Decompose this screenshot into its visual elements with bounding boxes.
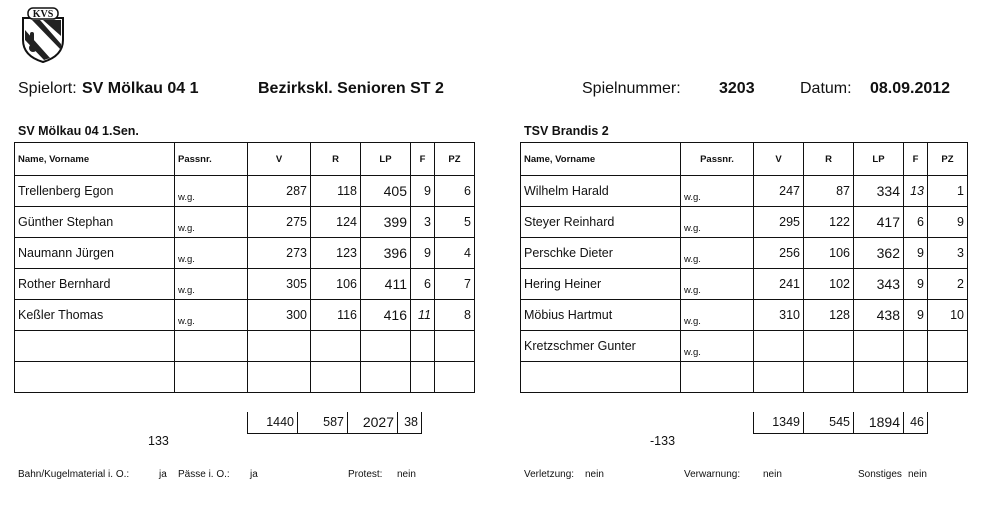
player-name (15, 331, 175, 362)
sonstiges-label: Sonstiges (858, 469, 902, 480)
player-f (411, 362, 435, 393)
player-name: Kretzschmer Gunter (521, 331, 681, 362)
kvs-logo (20, 6, 66, 64)
player-v (754, 362, 804, 393)
col-header-f: F (904, 143, 928, 176)
bahn-value: ja (159, 469, 167, 480)
player-f: 9 (411, 238, 435, 269)
player-pz: 7 (435, 269, 475, 300)
table-row (15, 176, 475, 207)
logo-text: KVS (32, 9, 54, 20)
player-f: 9 (904, 269, 928, 300)
player-v: 247 (754, 176, 804, 207)
table-row (521, 331, 968, 362)
player-r (804, 362, 854, 393)
protest-label: Protest: (348, 469, 383, 480)
player-r (311, 331, 361, 362)
player-r: 128 (804, 300, 854, 331)
col-header-name: Name, Vorname (521, 143, 681, 176)
player-name: Naumann Jürgen (15, 238, 175, 269)
total-f: 38 (398, 412, 422, 433)
table-row (15, 300, 475, 331)
player-v: 241 (754, 269, 804, 300)
table-row (15, 362, 475, 393)
col-header-r: R (804, 143, 854, 176)
verletzung-label: Verletzung: (524, 469, 575, 480)
player-v: 256 (754, 238, 804, 269)
col-header-name: Name, Vorname (15, 143, 175, 176)
player-f (904, 362, 928, 393)
player-name: Steyer Reinhard (521, 207, 681, 238)
table-row (15, 207, 475, 238)
player-name: Günther Stephan (15, 207, 175, 238)
player-pass (175, 331, 248, 362)
player-r: 102 (804, 269, 854, 300)
player-pass: w.g. (175, 207, 248, 238)
player-v: 287 (248, 176, 311, 207)
table-row (15, 269, 475, 300)
player-name: Rother Bernhard (15, 269, 175, 300)
col-header-pass: Passnr. (681, 143, 754, 176)
player-pass: w.g. (681, 176, 754, 207)
player-pass: w.g. (681, 331, 754, 362)
player-lp: 399 (361, 207, 411, 238)
player-pass: w.g. (175, 300, 248, 331)
player-pass: w.g. (681, 207, 754, 238)
player-pz: 1 (928, 176, 968, 207)
player-name: Trellenberg Egon (15, 176, 175, 207)
total-v: 1440 (248, 412, 298, 433)
player-lp: 411 (361, 269, 411, 300)
col-header-r: R (311, 143, 361, 176)
player-v: 300 (248, 300, 311, 331)
player-pz: 4 (435, 238, 475, 269)
col-header-pz: PZ (928, 143, 968, 176)
player-v: 275 (248, 207, 311, 238)
player-r (311, 362, 361, 393)
total-r: 587 (298, 412, 348, 433)
player-f (411, 331, 435, 362)
table-row (521, 362, 968, 393)
player-name: Hering Heiner (521, 269, 681, 300)
away-totals-row (753, 412, 928, 434)
player-lp (854, 362, 904, 393)
spielort-value: SV Mölkau 04 1 (82, 80, 199, 97)
away-team-name: TSV Brandis 2 (524, 124, 609, 138)
player-v: 273 (248, 238, 311, 269)
col-header-v: V (248, 143, 311, 176)
player-f: 6 (904, 207, 928, 238)
table-row (521, 176, 968, 207)
player-f: 9 (904, 238, 928, 269)
player-pass (681, 362, 754, 393)
player-f: 3 (411, 207, 435, 238)
total-lp: 2027 (348, 412, 398, 433)
col-header-pz: PZ (435, 143, 475, 176)
player-r: 118 (311, 176, 361, 207)
player-name: Wilhelm Harald (521, 176, 681, 207)
player-pass (175, 362, 248, 393)
home-totals-row (247, 412, 422, 434)
player-r: 116 (311, 300, 361, 331)
verletzung-value: nein (585, 469, 604, 480)
table-row (521, 269, 968, 300)
player-pz: 10 (928, 300, 968, 331)
away-difference: -133 (650, 434, 676, 448)
player-pass: w.g. (681, 300, 754, 331)
total-f: 46 (904, 412, 928, 433)
player-name: Möbius Hartmut (521, 300, 681, 331)
player-f: 9 (904, 300, 928, 331)
verwarnung-label: Verwarnung: (684, 469, 741, 480)
col-header-pass: Passnr. (175, 143, 248, 176)
player-lp: 417 (854, 207, 904, 238)
player-lp: 334 (854, 176, 904, 207)
player-pass: w.g. (175, 238, 248, 269)
player-r: 123 (311, 238, 361, 269)
player-v (248, 362, 311, 393)
total-r: 545 (804, 412, 854, 433)
player-name (521, 362, 681, 393)
table-row (15, 331, 475, 362)
player-pz: 6 (435, 176, 475, 207)
player-name (15, 362, 175, 393)
player-lp (361, 331, 411, 362)
player-v (754, 331, 804, 362)
player-pz: 3 (928, 238, 968, 269)
player-lp: 416 (361, 300, 411, 331)
col-header-lp: LP (361, 143, 411, 176)
player-pz (435, 362, 475, 393)
player-lp: 438 (854, 300, 904, 331)
player-pz: 8 (435, 300, 475, 331)
player-pz: 2 (928, 269, 968, 300)
player-f: 6 (411, 269, 435, 300)
bahn-label: Bahn/Kugelmaterial i. O.: (18, 469, 130, 480)
player-r: 106 (804, 238, 854, 269)
player-pz (435, 331, 475, 362)
table-row (521, 300, 968, 331)
protest-value: nein (397, 469, 416, 480)
player-f: 9 (411, 176, 435, 207)
total-v: 1349 (754, 412, 804, 433)
player-name: Perschke Dieter (521, 238, 681, 269)
player-f (904, 331, 928, 362)
player-pz: 9 (928, 207, 968, 238)
paesse-label: Pässe i. O.: (178, 469, 230, 480)
home-difference: 133 (148, 434, 169, 448)
col-header-f: F (411, 143, 435, 176)
spielnummer-label: Spielnummer: (582, 80, 681, 97)
player-pz (928, 362, 968, 393)
datum-label: Datum: (800, 80, 852, 97)
table-row (521, 207, 968, 238)
player-v (248, 331, 311, 362)
home-team-name: SV Mölkau 04 1.Sen. (18, 124, 139, 138)
spielort-label: Spielort: (18, 80, 77, 97)
player-r: 122 (804, 207, 854, 238)
table-header-row (15, 143, 475, 176)
col-header-v: V (754, 143, 804, 176)
player-pz: 5 (435, 207, 475, 238)
datum-value: 08.09.2012 (870, 80, 951, 97)
player-lp: 343 (854, 269, 904, 300)
home-score-table (14, 142, 475, 393)
player-r: 106 (311, 269, 361, 300)
player-pass: w.g. (681, 238, 754, 269)
verwarnung-value: nein (763, 469, 782, 480)
col-header-lp: LP (854, 143, 904, 176)
sonstiges-value: nein (908, 469, 927, 480)
player-pass: w.g. (681, 269, 754, 300)
total-lp: 1894 (854, 412, 904, 433)
player-r: 87 (804, 176, 854, 207)
player-v: 295 (754, 207, 804, 238)
player-lp (361, 362, 411, 393)
player-lp: 396 (361, 238, 411, 269)
player-name: Keßler Thomas (15, 300, 175, 331)
player-f: 13 (904, 176, 928, 207)
away-score-table (520, 142, 968, 393)
player-lp: 405 (361, 176, 411, 207)
player-lp (854, 331, 904, 362)
league-title: Bezirkskl. Senioren ST 2 (258, 80, 444, 97)
player-pz (928, 331, 968, 362)
paesse-value: ja (250, 469, 258, 480)
player-f: 11 (411, 300, 435, 331)
player-r: 124 (311, 207, 361, 238)
table-row (521, 238, 968, 269)
player-v: 310 (754, 300, 804, 331)
player-pass: w.g. (175, 176, 248, 207)
spielnummer-value: 3203 (719, 80, 755, 97)
table-header-row (521, 143, 968, 176)
player-pass: w.g. (175, 269, 248, 300)
player-r (804, 331, 854, 362)
player-v: 305 (248, 269, 311, 300)
table-row (15, 238, 475, 269)
player-lp: 362 (854, 238, 904, 269)
